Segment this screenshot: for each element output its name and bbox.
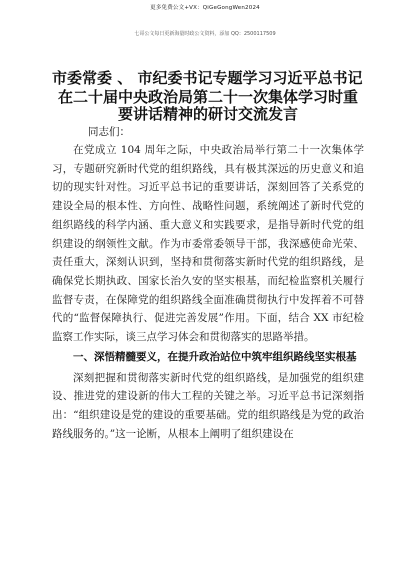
document-title-line1: 市委常委 、 市纪委书记专题学习习近平总书记 (52, 69, 363, 87)
section-heading-1: 一、深悟精髓要义，在提升政治站位中筑牢组织路线坚实根基 (73, 350, 357, 363)
header-note: 七哥公文每日更新海量时政公文资料，添加 QQ：2500117509 (134, 31, 276, 37)
document-body (52, 70, 364, 444)
paragraph-intro: 在党成立 104 周年之际，中央政治局举行第二十一次集体学习，专题研究新时代党的组织路线，具有极其深远的历史意义和追切的现实针对性。习近平总书记的重要讲话，深刻回答了关系党的建设全局的根本性、方向性、战略性问题，系统阐述了新时代党的组织路线的科学内涵、重大意义和实践要求，是指导新时代党的组织建设的纲领性文献。作为市委常委领导干部，我深感使命光荣、责任重大，深刻认识到，坚持和贯彻落实新时代党的组织路线，是确保党长期执政、国家长治久安的坚实根基，而纪检监察机关履行监督专责，在保障党的组织路线全面准确贯彻执行中发挥着不可替代的“监督保障执行、促进完善发展”作用。下面，结合 XX 市纪检监察工作实际，谈三点学习体会和贯彻落实的思路举措。 (52, 144, 364, 344)
top-banner: 更多免费公文+VX：QiGeGongWen2024 (150, 5, 260, 11)
paragraph-section-1: 深刻把握和贯彻落实新时代党的组织路线，是加强党的组织建设、推进党的建设新的伟大工程的关键之举。习近平总书记深刻指出：“组织建设是党的建设的重要基础。党的组织路线是为党的政治路线服务的。”这一论断，从根本上阐明了组织建设在 (52, 371, 364, 440)
document-title-line2: 在二十届中央政治局第二十一次集体学习时重要讲话精神的研讨交流发言 (57, 88, 358, 123)
salutation: 同志们： (88, 126, 130, 138)
